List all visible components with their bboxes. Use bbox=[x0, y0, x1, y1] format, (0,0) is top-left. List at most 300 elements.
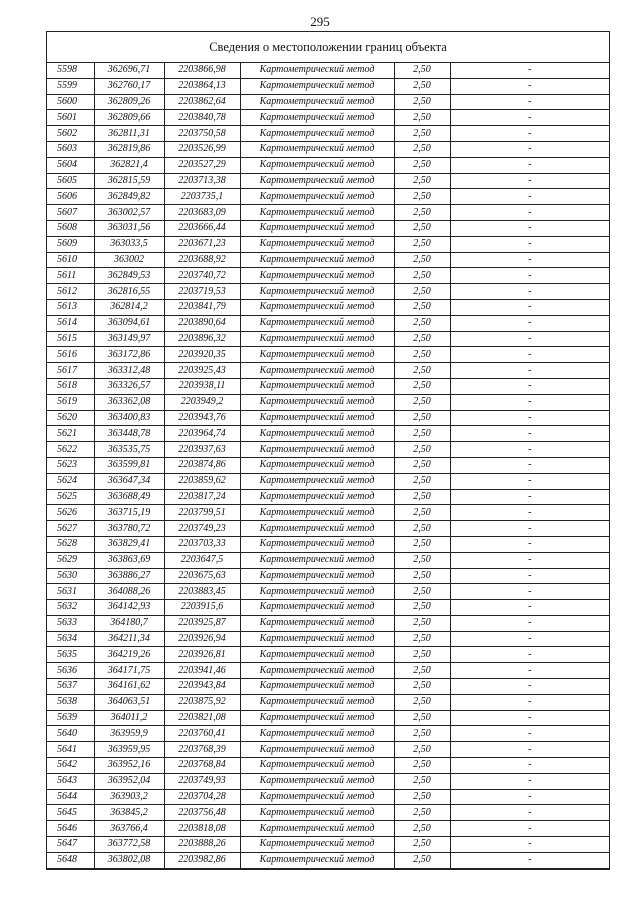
table-row bbox=[47, 647, 609, 663]
accuracy-cell: 2,50 bbox=[394, 268, 450, 284]
accuracy-cell: 2,50 bbox=[394, 821, 450, 837]
accuracy-cell: 2,50 bbox=[394, 205, 450, 221]
accuracy-cell: 2,50 bbox=[394, 473, 450, 489]
accuracy-cell: 2,50 bbox=[394, 505, 450, 521]
y-coordinate-cell: 2203768,39 bbox=[164, 742, 240, 758]
point-number-cell: 5648 bbox=[47, 852, 94, 868]
x-coordinate-cell: 362815,59 bbox=[94, 173, 164, 189]
accuracy-cell: 2,50 bbox=[394, 220, 450, 236]
coordinates-table bbox=[47, 63, 609, 869]
table-row bbox=[47, 126, 609, 142]
table-row bbox=[47, 710, 609, 726]
y-coordinate-cell: 2203666,44 bbox=[164, 220, 240, 236]
x-coordinate-cell: 364011,2 bbox=[94, 710, 164, 726]
x-coordinate-cell: 363362,08 bbox=[94, 394, 164, 410]
table-row bbox=[47, 473, 609, 489]
y-coordinate-cell: 2203821,08 bbox=[164, 710, 240, 726]
x-coordinate-cell: 364142,93 bbox=[94, 600, 164, 616]
accuracy-cell: 2,50 bbox=[394, 94, 450, 110]
y-coordinate-cell: 2203735,1 bbox=[164, 189, 240, 205]
accuracy-cell: 2,50 bbox=[394, 631, 450, 647]
method-cell: Картометрический метод bbox=[240, 552, 394, 568]
table-row bbox=[47, 410, 609, 426]
point-number-cell: 5640 bbox=[47, 726, 94, 742]
table-row bbox=[47, 852, 609, 868]
accuracy-cell: 2,50 bbox=[394, 647, 450, 663]
table-row bbox=[47, 631, 609, 647]
point-number-cell: 5598 bbox=[47, 63, 94, 78]
y-coordinate-cell: 2203760,41 bbox=[164, 726, 240, 742]
y-coordinate-cell: 2203749,93 bbox=[164, 773, 240, 789]
y-coordinate-cell: 2203866,98 bbox=[164, 63, 240, 78]
x-coordinate-cell: 363172,86 bbox=[94, 347, 164, 363]
x-coordinate-cell: 363952,04 bbox=[94, 773, 164, 789]
x-coordinate-cell: 363002 bbox=[94, 252, 164, 268]
y-coordinate-cell: 2203943,76 bbox=[164, 410, 240, 426]
point-number-cell: 5611 bbox=[47, 268, 94, 284]
table-row bbox=[47, 78, 609, 94]
y-coordinate-cell: 2203647,5 bbox=[164, 552, 240, 568]
accuracy-cell: 2,50 bbox=[394, 568, 450, 584]
x-coordinate-cell: 363766,4 bbox=[94, 821, 164, 837]
accuracy-cell: 2,50 bbox=[394, 315, 450, 331]
description-cell: - bbox=[450, 521, 609, 537]
point-number-cell: 5635 bbox=[47, 647, 94, 663]
point-number-cell: 5629 bbox=[47, 552, 94, 568]
accuracy-cell: 2,50 bbox=[394, 410, 450, 426]
accuracy-cell: 2,50 bbox=[394, 584, 450, 600]
accuracy-cell: 2,50 bbox=[394, 852, 450, 868]
point-number-cell: 5645 bbox=[47, 805, 94, 821]
x-coordinate-cell: 363031,56 bbox=[94, 220, 164, 236]
x-coordinate-cell: 363033,5 bbox=[94, 236, 164, 252]
accuracy-cell: 2,50 bbox=[394, 615, 450, 631]
point-number-cell: 5623 bbox=[47, 457, 94, 473]
table-row bbox=[47, 394, 609, 410]
y-coordinate-cell: 2203671,23 bbox=[164, 236, 240, 252]
accuracy-cell: 2,50 bbox=[394, 726, 450, 742]
method-cell: Картометрический метод bbox=[240, 394, 394, 410]
table-row bbox=[47, 615, 609, 631]
accuracy-cell: 2,50 bbox=[394, 552, 450, 568]
point-number-cell: 5636 bbox=[47, 663, 94, 679]
y-coordinate-cell: 2203982,86 bbox=[164, 852, 240, 868]
y-coordinate-cell: 2203817,24 bbox=[164, 489, 240, 505]
table-row bbox=[47, 663, 609, 679]
description-cell: - bbox=[450, 141, 609, 157]
y-coordinate-cell: 2203920,35 bbox=[164, 347, 240, 363]
accuracy-cell: 2,50 bbox=[394, 789, 450, 805]
method-cell: Картометрический метод bbox=[240, 299, 394, 315]
y-coordinate-cell: 2203719,53 bbox=[164, 284, 240, 300]
y-coordinate-cell: 2203896,32 bbox=[164, 331, 240, 347]
y-coordinate-cell: 2203688,92 bbox=[164, 252, 240, 268]
point-number-cell: 5638 bbox=[47, 694, 94, 710]
y-coordinate-cell: 2203937,63 bbox=[164, 442, 240, 458]
description-cell: - bbox=[450, 773, 609, 789]
table-row bbox=[47, 584, 609, 600]
x-coordinate-cell: 363599,81 bbox=[94, 457, 164, 473]
point-number-cell: 5614 bbox=[47, 315, 94, 331]
description-cell: - bbox=[450, 489, 609, 505]
x-coordinate-cell: 363959,95 bbox=[94, 742, 164, 758]
y-coordinate-cell: 2203756,48 bbox=[164, 805, 240, 821]
description-cell: - bbox=[450, 837, 609, 853]
table-row bbox=[47, 457, 609, 473]
point-number-cell: 5624 bbox=[47, 473, 94, 489]
description-cell: - bbox=[450, 631, 609, 647]
x-coordinate-cell: 362809,66 bbox=[94, 110, 164, 126]
y-coordinate-cell: 2203926,81 bbox=[164, 647, 240, 663]
x-coordinate-cell: 362821,4 bbox=[94, 157, 164, 173]
table-header-title: Сведения о местоположении границ объекта bbox=[47, 32, 609, 63]
method-cell: Картометрический метод bbox=[240, 852, 394, 868]
point-number-cell: 5647 bbox=[47, 837, 94, 853]
x-coordinate-cell: 363845,2 bbox=[94, 805, 164, 821]
x-coordinate-cell: 363829,41 bbox=[94, 536, 164, 552]
accuracy-cell: 2,50 bbox=[394, 442, 450, 458]
description-cell: - bbox=[450, 284, 609, 300]
x-coordinate-cell: 363002,57 bbox=[94, 205, 164, 221]
description-cell: - bbox=[450, 363, 609, 379]
x-coordinate-cell: 362696,71 bbox=[94, 63, 164, 78]
description-cell: - bbox=[450, 789, 609, 805]
point-number-cell: 5646 bbox=[47, 821, 94, 837]
point-number-cell: 5620 bbox=[47, 410, 94, 426]
point-number-cell: 5607 bbox=[47, 205, 94, 221]
method-cell: Картометрический метод bbox=[240, 63, 394, 78]
y-coordinate-cell: 2203841,79 bbox=[164, 299, 240, 315]
accuracy-cell: 2,50 bbox=[394, 694, 450, 710]
description-cell: - bbox=[450, 694, 609, 710]
table-row bbox=[47, 505, 609, 521]
table-row bbox=[47, 110, 609, 126]
accuracy-cell: 2,50 bbox=[394, 710, 450, 726]
method-cell: Картометрический метод bbox=[240, 773, 394, 789]
method-cell: Картометрический метод bbox=[240, 631, 394, 647]
table-row bbox=[47, 189, 609, 205]
method-cell: Картометрический метод bbox=[240, 378, 394, 394]
table-row bbox=[47, 521, 609, 537]
table-row bbox=[47, 442, 609, 458]
description-cell: - bbox=[450, 726, 609, 742]
description-cell: - bbox=[450, 679, 609, 695]
point-number-cell: 5641 bbox=[47, 742, 94, 758]
accuracy-cell: 2,50 bbox=[394, 236, 450, 252]
point-number-cell: 5639 bbox=[47, 710, 94, 726]
method-cell: Картометрический метод bbox=[240, 789, 394, 805]
method-cell: Картометрический метод bbox=[240, 568, 394, 584]
description-cell: - bbox=[450, 110, 609, 126]
description-cell: - bbox=[450, 299, 609, 315]
x-coordinate-cell: 364088,26 bbox=[94, 584, 164, 600]
description-cell: - bbox=[450, 758, 609, 774]
table-row bbox=[47, 694, 609, 710]
description-cell: - bbox=[450, 252, 609, 268]
x-coordinate-cell: 363863,69 bbox=[94, 552, 164, 568]
method-cell: Картометрический метод bbox=[240, 347, 394, 363]
point-number-cell: 5601 bbox=[47, 110, 94, 126]
x-coordinate-cell: 363535,75 bbox=[94, 442, 164, 458]
method-cell: Картометрический метод bbox=[240, 94, 394, 110]
method-cell: Картометрический метод bbox=[240, 157, 394, 173]
y-coordinate-cell: 2203799,51 bbox=[164, 505, 240, 521]
table-row bbox=[47, 789, 609, 805]
point-number-cell: 5627 bbox=[47, 521, 94, 537]
y-coordinate-cell: 2203749,23 bbox=[164, 521, 240, 537]
description-cell: - bbox=[450, 473, 609, 489]
y-coordinate-cell: 2203925,87 bbox=[164, 615, 240, 631]
accuracy-cell: 2,50 bbox=[394, 378, 450, 394]
x-coordinate-cell: 364161,62 bbox=[94, 679, 164, 695]
x-coordinate-cell: 363326,57 bbox=[94, 378, 164, 394]
method-cell: Картометрический метод bbox=[240, 331, 394, 347]
accuracy-cell: 2,50 bbox=[394, 742, 450, 758]
table-row bbox=[47, 252, 609, 268]
description-cell: - bbox=[450, 552, 609, 568]
x-coordinate-cell: 362811,31 bbox=[94, 126, 164, 142]
method-cell: Картометрический метод bbox=[240, 141, 394, 157]
accuracy-cell: 2,50 bbox=[394, 489, 450, 505]
accuracy-cell: 2,50 bbox=[394, 536, 450, 552]
table-row bbox=[47, 299, 609, 315]
table-row bbox=[47, 742, 609, 758]
method-cell: Картометрический метод bbox=[240, 126, 394, 142]
table-row bbox=[47, 157, 609, 173]
x-coordinate-cell: 363647,34 bbox=[94, 473, 164, 489]
method-cell: Картометрический метод bbox=[240, 173, 394, 189]
method-cell: Картометрический метод bbox=[240, 268, 394, 284]
x-coordinate-cell: 363688,49 bbox=[94, 489, 164, 505]
y-coordinate-cell: 2203818,08 bbox=[164, 821, 240, 837]
description-cell: - bbox=[450, 805, 609, 821]
table-row bbox=[47, 347, 609, 363]
method-cell: Картометрический метод bbox=[240, 252, 394, 268]
y-coordinate-cell: 2203941,46 bbox=[164, 663, 240, 679]
x-coordinate-cell: 364171,75 bbox=[94, 663, 164, 679]
table-row bbox=[47, 568, 609, 584]
y-coordinate-cell: 2203740,72 bbox=[164, 268, 240, 284]
description-cell: - bbox=[450, 821, 609, 837]
table-row bbox=[47, 552, 609, 568]
method-cell: Картометрический метод bbox=[240, 505, 394, 521]
accuracy-cell: 2,50 bbox=[394, 837, 450, 853]
x-coordinate-cell: 362849,82 bbox=[94, 189, 164, 205]
x-coordinate-cell: 363780,72 bbox=[94, 521, 164, 537]
description-cell: - bbox=[450, 268, 609, 284]
table-row bbox=[47, 205, 609, 221]
y-coordinate-cell: 2203864,13 bbox=[164, 78, 240, 94]
point-number-cell: 5613 bbox=[47, 299, 94, 315]
y-coordinate-cell: 2203949,2 bbox=[164, 394, 240, 410]
y-coordinate-cell: 2203527,29 bbox=[164, 157, 240, 173]
description-cell: - bbox=[450, 347, 609, 363]
accuracy-cell: 2,50 bbox=[394, 78, 450, 94]
method-cell: Картометрический метод bbox=[240, 236, 394, 252]
description-cell: - bbox=[450, 173, 609, 189]
method-cell: Картометрический метод bbox=[240, 615, 394, 631]
description-cell: - bbox=[450, 505, 609, 521]
description-cell: - bbox=[450, 189, 609, 205]
y-coordinate-cell: 2203964,74 bbox=[164, 426, 240, 442]
method-cell: Картометрический метод bbox=[240, 647, 394, 663]
x-coordinate-cell: 363094,61 bbox=[94, 315, 164, 331]
y-coordinate-cell: 2203943,84 bbox=[164, 679, 240, 695]
accuracy-cell: 2,50 bbox=[394, 141, 450, 157]
y-coordinate-cell: 2203683,09 bbox=[164, 205, 240, 221]
y-coordinate-cell: 2203862,64 bbox=[164, 94, 240, 110]
method-cell: Картометрический метод bbox=[240, 110, 394, 126]
accuracy-cell: 2,50 bbox=[394, 600, 450, 616]
point-number-cell: 5608 bbox=[47, 220, 94, 236]
point-number-cell: 5630 bbox=[47, 568, 94, 584]
method-cell: Картометрический метод bbox=[240, 521, 394, 537]
table-row bbox=[47, 220, 609, 236]
y-coordinate-cell: 2203926,94 bbox=[164, 631, 240, 647]
description-cell: - bbox=[450, 220, 609, 236]
accuracy-cell: 2,50 bbox=[394, 110, 450, 126]
x-coordinate-cell: 362814,2 bbox=[94, 299, 164, 315]
description-cell: - bbox=[450, 600, 609, 616]
table-row bbox=[47, 378, 609, 394]
point-number-cell: 5603 bbox=[47, 141, 94, 157]
boundary-table-sheet bbox=[46, 31, 610, 870]
point-number-cell: 5626 bbox=[47, 505, 94, 521]
accuracy-cell: 2,50 bbox=[394, 331, 450, 347]
table-row bbox=[47, 94, 609, 110]
y-coordinate-cell: 2203675,63 bbox=[164, 568, 240, 584]
point-number-cell: 5617 bbox=[47, 363, 94, 379]
method-cell: Картометрический метод bbox=[240, 821, 394, 837]
accuracy-cell: 2,50 bbox=[394, 299, 450, 315]
table-row bbox=[47, 805, 609, 821]
description-cell: - bbox=[450, 536, 609, 552]
description-cell: - bbox=[450, 852, 609, 868]
point-number-cell: 5644 bbox=[47, 789, 94, 805]
accuracy-cell: 2,50 bbox=[394, 805, 450, 821]
accuracy-cell: 2,50 bbox=[394, 426, 450, 442]
method-cell: Картометрический метод bbox=[240, 220, 394, 236]
table-row bbox=[47, 758, 609, 774]
accuracy-cell: 2,50 bbox=[394, 126, 450, 142]
point-number-cell: 5605 bbox=[47, 173, 94, 189]
description-cell: - bbox=[450, 457, 609, 473]
method-cell: Картометрический метод bbox=[240, 489, 394, 505]
method-cell: Картометрический метод bbox=[240, 426, 394, 442]
table-row bbox=[47, 173, 609, 189]
point-number-cell: 5604 bbox=[47, 157, 94, 173]
x-coordinate-cell: 363400,83 bbox=[94, 410, 164, 426]
table-row bbox=[47, 837, 609, 853]
accuracy-cell: 2,50 bbox=[394, 521, 450, 537]
point-number-cell: 5634 bbox=[47, 631, 94, 647]
description-cell: - bbox=[450, 315, 609, 331]
table-row bbox=[47, 363, 609, 379]
point-number-cell: 5618 bbox=[47, 378, 94, 394]
y-coordinate-cell: 2203874,86 bbox=[164, 457, 240, 473]
description-cell: - bbox=[450, 410, 609, 426]
table-row bbox=[47, 63, 609, 78]
x-coordinate-cell: 362819,86 bbox=[94, 141, 164, 157]
description-cell: - bbox=[450, 710, 609, 726]
description-cell: - bbox=[450, 378, 609, 394]
description-cell: - bbox=[450, 615, 609, 631]
y-coordinate-cell: 2203840,78 bbox=[164, 110, 240, 126]
point-number-cell: 5643 bbox=[47, 773, 94, 789]
method-cell: Картометрический метод bbox=[240, 363, 394, 379]
description-cell: - bbox=[450, 584, 609, 600]
method-cell: Картометрический метод bbox=[240, 742, 394, 758]
point-number-cell: 5633 bbox=[47, 615, 94, 631]
method-cell: Картометрический метод bbox=[240, 410, 394, 426]
method-cell: Картометрический метод bbox=[240, 837, 394, 853]
table-row bbox=[47, 821, 609, 837]
point-number-cell: 5600 bbox=[47, 94, 94, 110]
description-cell: - bbox=[450, 78, 609, 94]
y-coordinate-cell: 2203888,26 bbox=[164, 837, 240, 853]
x-coordinate-cell: 364211,34 bbox=[94, 631, 164, 647]
accuracy-cell: 2,50 bbox=[394, 457, 450, 473]
table-row bbox=[47, 726, 609, 742]
accuracy-cell: 2,50 bbox=[394, 394, 450, 410]
accuracy-cell: 2,50 bbox=[394, 157, 450, 173]
method-cell: Картометрический метод bbox=[240, 679, 394, 695]
y-coordinate-cell: 2203859,62 bbox=[164, 473, 240, 489]
point-number-cell: 5637 bbox=[47, 679, 94, 695]
y-coordinate-cell: 2203938,11 bbox=[164, 378, 240, 394]
accuracy-cell: 2,50 bbox=[394, 363, 450, 379]
x-coordinate-cell: 364219,26 bbox=[94, 647, 164, 663]
y-coordinate-cell: 2203915,6 bbox=[164, 600, 240, 616]
x-coordinate-cell: 362760,17 bbox=[94, 78, 164, 94]
point-number-cell: 5612 bbox=[47, 284, 94, 300]
point-number-cell: 5622 bbox=[47, 442, 94, 458]
x-coordinate-cell: 363715,19 bbox=[94, 505, 164, 521]
x-coordinate-cell: 363772,58 bbox=[94, 837, 164, 853]
method-cell: Картометрический метод bbox=[240, 189, 394, 205]
point-number-cell: 5599 bbox=[47, 78, 94, 94]
description-cell: - bbox=[450, 426, 609, 442]
y-coordinate-cell: 2203768,84 bbox=[164, 758, 240, 774]
accuracy-cell: 2,50 bbox=[394, 773, 450, 789]
y-coordinate-cell: 2203883,45 bbox=[164, 584, 240, 600]
description-cell: - bbox=[450, 442, 609, 458]
y-coordinate-cell: 2203526,99 bbox=[164, 141, 240, 157]
table-row bbox=[47, 773, 609, 789]
table-row bbox=[47, 489, 609, 505]
description-cell: - bbox=[450, 63, 609, 78]
x-coordinate-cell: 364180,7 bbox=[94, 615, 164, 631]
accuracy-cell: 2,50 bbox=[394, 284, 450, 300]
point-number-cell: 5642 bbox=[47, 758, 94, 774]
method-cell: Картометрический метод bbox=[240, 600, 394, 616]
description-cell: - bbox=[450, 157, 609, 173]
point-number-cell: 5625 bbox=[47, 489, 94, 505]
point-number-cell: 5602 bbox=[47, 126, 94, 142]
method-cell: Картометрический метод bbox=[240, 710, 394, 726]
description-cell: - bbox=[450, 742, 609, 758]
x-coordinate-cell: 363802,08 bbox=[94, 852, 164, 868]
accuracy-cell: 2,50 bbox=[394, 189, 450, 205]
table-row bbox=[47, 236, 609, 252]
description-cell: - bbox=[450, 126, 609, 142]
x-coordinate-cell: 362809,26 bbox=[94, 94, 164, 110]
method-cell: Картометрический метод bbox=[240, 315, 394, 331]
method-cell: Картометрический метод bbox=[240, 536, 394, 552]
method-cell: Картометрический метод bbox=[240, 473, 394, 489]
accuracy-cell: 2,50 bbox=[394, 679, 450, 695]
point-number-cell: 5628 bbox=[47, 536, 94, 552]
